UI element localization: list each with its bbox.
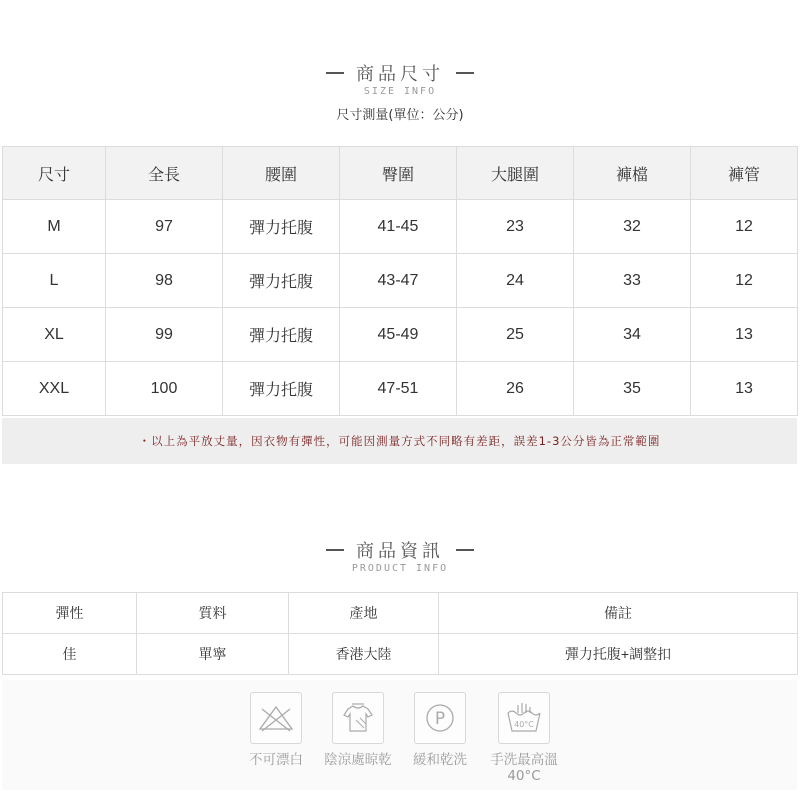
cell-hip: 47-51 xyxy=(340,362,457,416)
cell-leg-opening: 13 xyxy=(691,362,798,416)
cell-length: 98 xyxy=(106,254,223,308)
product-section-title xyxy=(0,537,800,563)
cell-length: 100 xyxy=(106,362,223,416)
cell-thigh: 23 xyxy=(457,200,574,254)
care-label: 陰涼處晾乾 xyxy=(324,752,392,768)
care-shade-dry xyxy=(318,692,398,768)
product-section-title-text: 商品資訊 xyxy=(356,541,444,562)
product-section-subtitle: PRODUCT INFO xyxy=(351,563,449,574)
care-dry-clean xyxy=(408,692,472,768)
cell-leg-opening: 12 xyxy=(691,254,798,308)
measurement-disclaimer: ・以上為平放丈量，因衣物有彈性，可能因測量方式不同略有差距，誤差1-3公分皆為正常範圍 xyxy=(2,418,797,464)
header-waist: 腰圍 xyxy=(223,147,340,200)
title-dash-right xyxy=(456,549,474,551)
cell-size: XXL xyxy=(3,362,106,416)
cell-leg-opening: 13 xyxy=(691,308,798,362)
table-row xyxy=(3,362,798,416)
cell-hip: 43-47 xyxy=(340,254,457,308)
header-thigh: 大腿圍 xyxy=(457,147,574,200)
cell-thigh: 24 xyxy=(457,254,574,308)
product-info-table xyxy=(2,592,798,675)
care-instructions-panel xyxy=(2,680,797,790)
size-table xyxy=(2,146,798,416)
title-dash-right xyxy=(456,72,474,74)
cell-hip: 41-45 xyxy=(340,200,457,254)
hand-wash-icon xyxy=(498,692,550,744)
size-section-title xyxy=(0,60,800,86)
cell-hip: 45-49 xyxy=(340,308,457,362)
cell-leg-opening: 12 xyxy=(691,200,798,254)
cell-rise: 34 xyxy=(574,308,691,362)
cell-size: L xyxy=(3,254,106,308)
no-bleach-icon xyxy=(250,692,302,744)
table-row xyxy=(3,308,798,362)
size-table-header-row xyxy=(3,147,798,200)
cell-rise: 32 xyxy=(574,200,691,254)
size-unit-note: 尺寸測量(單位：公分) xyxy=(336,108,464,123)
value-origin: 香港大陸 xyxy=(289,634,439,675)
cell-rise: 35 xyxy=(574,362,691,416)
title-dash-left xyxy=(326,72,344,74)
cell-waist: 彈力托腹 xyxy=(223,362,340,416)
header-size: 尺寸 xyxy=(3,147,106,200)
hand-wash-temp: 40°C xyxy=(514,720,534,729)
cell-waist: 彈力托腹 xyxy=(223,200,340,254)
cell-waist: 彈力托腹 xyxy=(223,308,340,362)
care-no-bleach xyxy=(244,692,308,768)
cell-length: 97 xyxy=(106,200,223,254)
title-dash-left xyxy=(326,549,344,551)
cell-thigh: 25 xyxy=(457,308,574,362)
care-label-line2: 40°C xyxy=(507,768,541,784)
shade-dry-icon xyxy=(332,692,384,744)
value-material: 單寧 xyxy=(137,634,289,675)
table-row xyxy=(3,200,798,254)
dry-clean-glyph: P xyxy=(434,709,446,729)
cell-length: 99 xyxy=(106,308,223,362)
dry-clean-icon xyxy=(414,692,466,744)
value-elasticity: 佳 xyxy=(3,634,137,675)
header-hip: 臀圍 xyxy=(340,147,457,200)
table-row xyxy=(3,254,798,308)
value-remarks: 彈力托腹+調整扣 xyxy=(439,634,798,675)
size-section-subtitle: SIZE INFO xyxy=(363,86,437,97)
cell-rise: 33 xyxy=(574,254,691,308)
header-rise: 褲檔 xyxy=(574,147,691,200)
header-remarks: 備註 xyxy=(439,593,798,634)
care-hand-wash xyxy=(484,692,564,784)
cell-size: XL xyxy=(3,308,106,362)
cell-thigh: 26 xyxy=(457,362,574,416)
info-header-row xyxy=(3,593,798,634)
size-section-title-text: 商品尺寸 xyxy=(356,64,444,85)
header-leg-opening: 褲管 xyxy=(691,147,798,200)
care-label xyxy=(484,752,564,784)
care-label: 緩和乾洗 xyxy=(413,752,467,768)
header-length: 全長 xyxy=(106,147,223,200)
care-label-line1: 手洗最高溫 xyxy=(490,752,558,768)
info-value-row xyxy=(3,634,798,675)
header-origin: 產地 xyxy=(289,593,439,634)
header-material: 質料 xyxy=(137,593,289,634)
care-label: 不可漂白 xyxy=(249,752,303,768)
cell-waist: 彈力托腹 xyxy=(223,254,340,308)
header-elasticity: 彈性 xyxy=(3,593,137,634)
cell-size: M xyxy=(3,200,106,254)
